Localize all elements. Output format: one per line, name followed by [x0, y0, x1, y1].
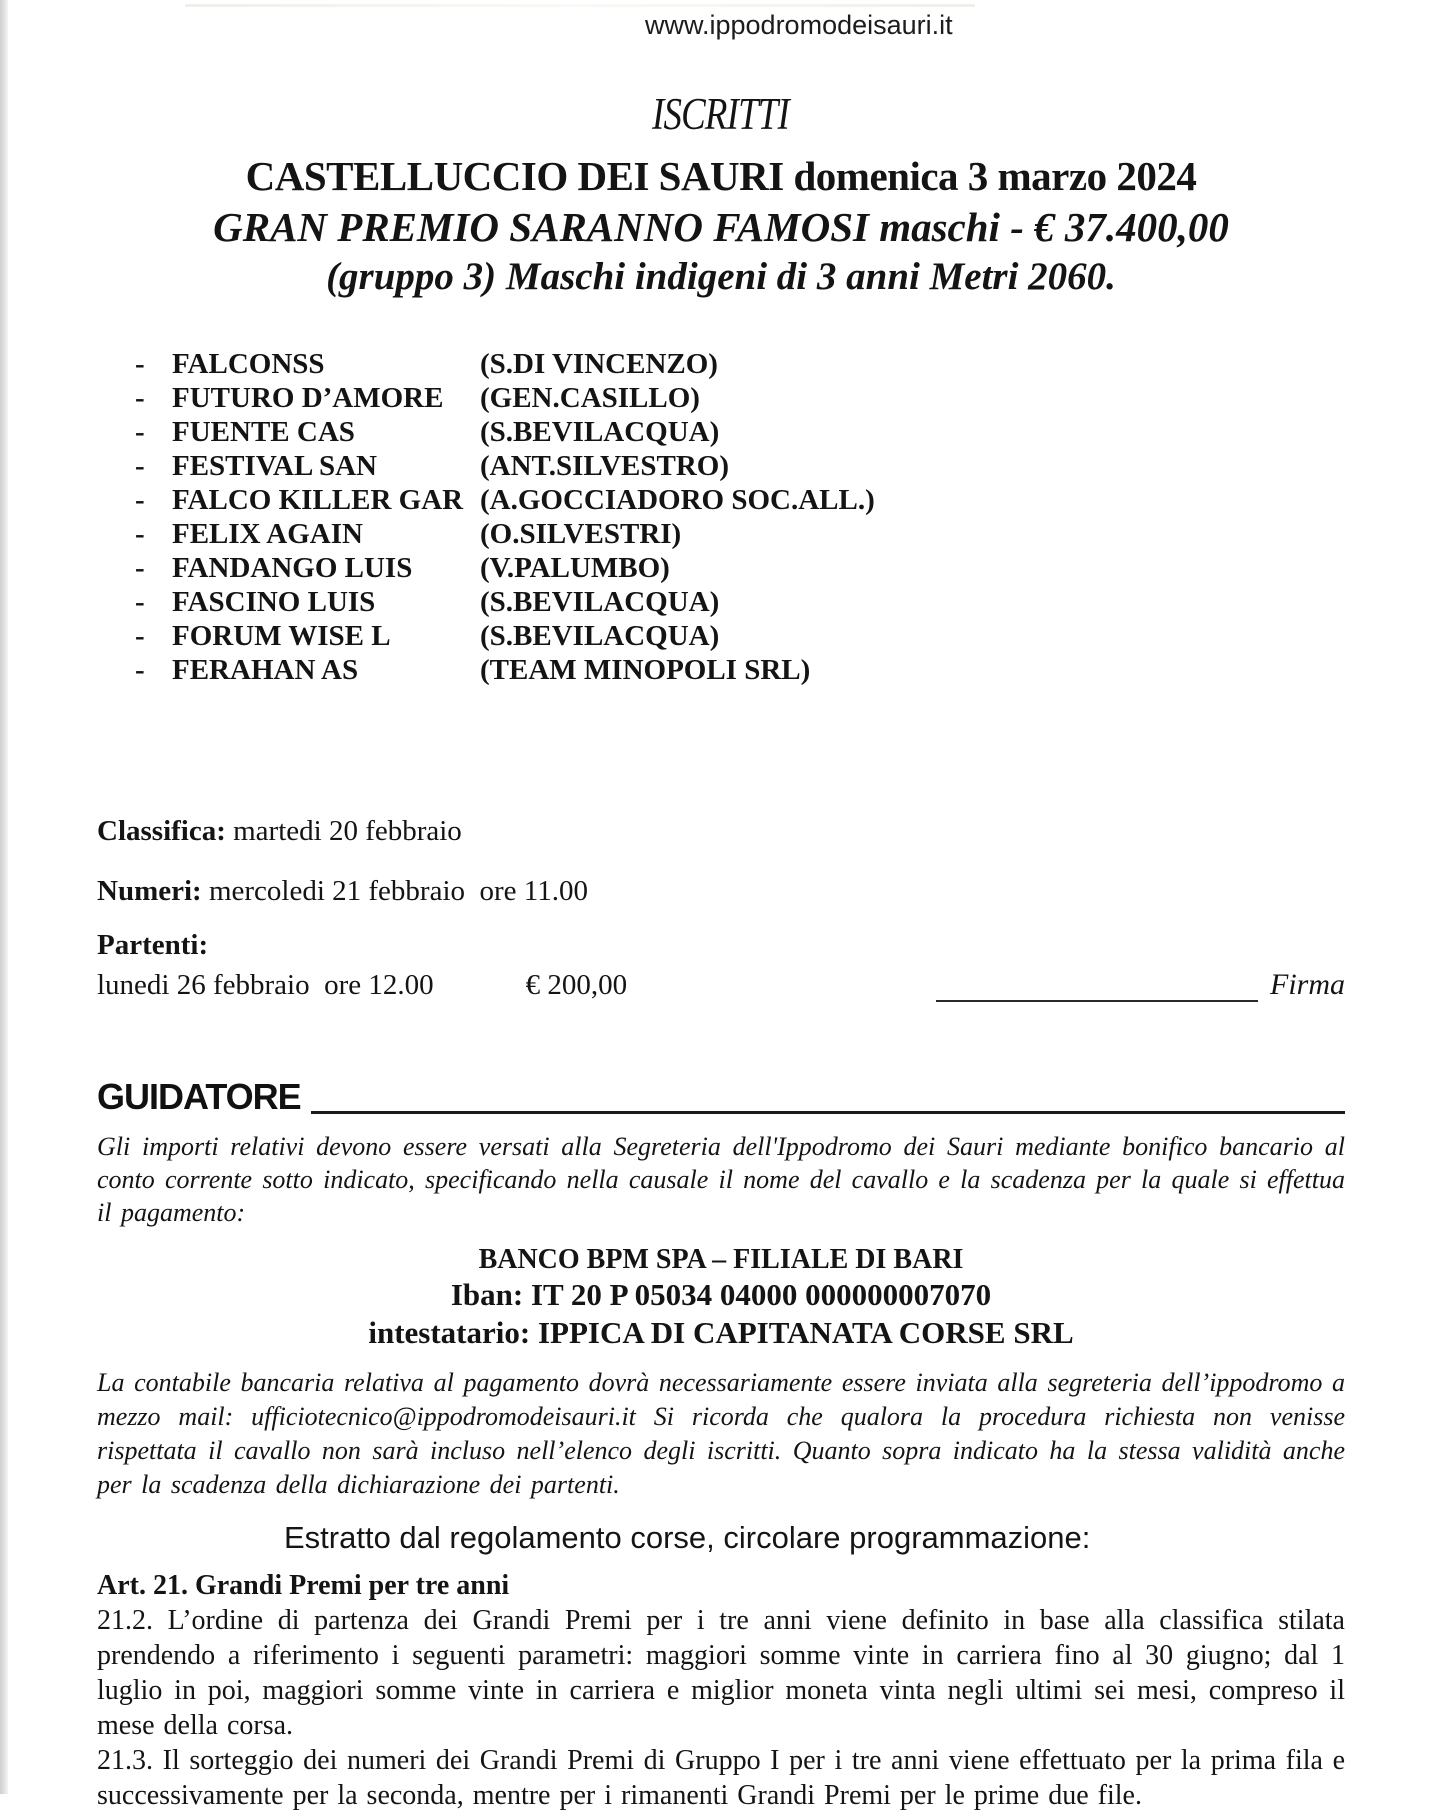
list-item [135, 653, 1345, 687]
guidatore-label: GUIDATORE [97, 1076, 301, 1117]
list-item [135, 517, 1345, 551]
horse-name: FESTIVAL SAN [172, 450, 377, 482]
bank-details [97, 1243, 1345, 1352]
iban: Iban: IT 20 P 05034 04000 000000007070 [450, 1277, 992, 1312]
event-title: CASTELLUCCIO DEI SAURI domenica 3 marzo 2024 [245, 153, 1197, 199]
bank-name: BANCO BPM SPA – FILIALE DI BARI [478, 1244, 964, 1275]
trainer-name: (S.BEVILACQUA) [480, 586, 720, 618]
trainer-name: (V.PALUMBO) [480, 552, 670, 584]
list-item [135, 585, 1345, 619]
numeri-value: mercoledi 21 febbraio ore 11.00 [201, 875, 588, 907]
deadlines-section [97, 815, 1345, 1002]
horse-name: FORUM WISE L [172, 620, 391, 652]
trainer-name: (O.SILVESTRI) [480, 518, 682, 550]
payment-instructions: Gli importi relativi devono essere versati alla Segreteria dell'Ippodromo dei Sauri mediante bonifico bancario al conto corrente sotto indicato, specificando nella causale il nome del cavallo e la scadenza per la quale si effettua il pagamento: [97, 1132, 1345, 1227]
page-title: ISCRITTI [652, 89, 790, 139]
regulation-heading: Estratto dal regolamento corse, circolare programmazione: [284, 1520, 1091, 1555]
list-dash: - [135, 416, 145, 448]
list-item [135, 381, 1345, 415]
horse-name: FUENTE CAS [172, 416, 355, 448]
list-item [135, 619, 1345, 653]
site-url: www.ippodromodeisauri.it [645, 10, 953, 40]
horse-name: FUTURO D’AMORE [172, 382, 444, 414]
trainer-name: (A.GOCCIADORO SOC.ALL.) [480, 484, 875, 516]
list-item [135, 483, 1345, 517]
partenti-label: Partenti: [97, 929, 209, 961]
list-item [135, 347, 1345, 381]
trainer-name: (S.BEVILACQUA) [480, 620, 720, 652]
clause-21-2: 21.2. L’ordine di partenza dei Grandi Premi per i tre anni viene definito in base alla classifica stilata prendendo a riferimento i seguenti parametri: maggiori somme vinte in carriera fino al 30 giugno; dal 1 luglio in poi, maggiori somme vinte in carriera e miglior moneta vinta negli ultimi sei mesi, compreso il mese della corsa. [97, 1605, 1345, 1741]
list-dash: - [135, 348, 145, 380]
list-dash: - [135, 586, 145, 618]
trainer-name: (S.BEVILACQUA) [480, 416, 720, 448]
trainer-name: (TEAM MINOPOLI SRL) [480, 654, 811, 686]
horse-name: FALCO KILLER GAR [172, 484, 464, 516]
signature-line [936, 972, 1258, 1002]
classifica-row [97, 815, 1345, 848]
list-dash: - [135, 552, 145, 584]
horse-name: FERAHAN AS [172, 654, 359, 686]
firma-label: Firma [1270, 968, 1345, 1001]
race-title: GRAN PREMIO SARANNO FAMOSI maschi - € 37.400,00 [213, 204, 1229, 250]
partenti-row-label [97, 929, 1345, 962]
guidatore-row [97, 1076, 1345, 1118]
partenti-fee: € 200,00 [525, 969, 628, 1001]
list-dash: - [135, 450, 145, 482]
horse-name: FANDANGO LUIS [172, 552, 413, 584]
partenti-date: lunedi 26 febbraio ore 12.00 [97, 969, 434, 1001]
partenti-row [97, 968, 1345, 1002]
race-conditions: (gruppo 3) Maschi indigeni di 3 anni Metri 2060. [326, 255, 1116, 298]
horse-name: FALCONSS [172, 348, 325, 380]
list-dash: - [135, 382, 145, 414]
list-dash: - [135, 484, 145, 516]
account-holder: intestatario: IPPICA DI CAPITANATA CORSE SRL [368, 1315, 1074, 1350]
list-dash: - [135, 620, 145, 652]
numeri-label: Numeri: [97, 875, 202, 907]
guidatore-fill-line [311, 1104, 1345, 1114]
clause-21-3: 21.3. Il sorteggio dei numeri dei Grandi Premi di Gruppo I per i tre anni viene effettuato per la prima fila e successivamente per la seconda, mentre per i rimanenti Grandi Premi per le prime due file. [97, 1745, 1345, 1811]
list-item [135, 415, 1345, 449]
payment-note: La contabile bancaria relativa al pagamento dovrà necessariamente essere inviata alla segreteria dell’ippodromo a mezzo mail: ufficiotecnico@ippodromodeisauri.it Si ricorda che qualora la procedura richiesta non venisse rispettata il cavallo non sarà incluso nell’elenco degli iscritti. Quanto sopra indicato ha la stessa validità anche per la scadenza della dichiarazione dei partenti. [97, 1368, 1345, 1499]
classifica-value: martedi 20 febbraio [225, 815, 462, 847]
classifica-label: Classifica: [97, 815, 226, 847]
list-dash: - [135, 654, 145, 686]
trainer-name: (ANT.SILVESTRO) [480, 450, 729, 482]
list-item [135, 449, 1345, 483]
trainer-name: (GEN.CASILLO) [480, 382, 700, 414]
horse-name: FASCINO LUIS [172, 586, 376, 618]
horse-name: FELIX AGAIN [172, 518, 363, 550]
horse-entry-list [135, 347, 1345, 687]
article-title: Art. 21. Grandi Premi per tre anni [97, 1570, 510, 1601]
title-block [97, 0, 1345, 299]
trainer-name: (S.DI VINCENZO) [480, 348, 718, 380]
numeri-row [97, 875, 1345, 908]
list-dash: - [135, 518, 145, 550]
list-item [135, 551, 1345, 585]
